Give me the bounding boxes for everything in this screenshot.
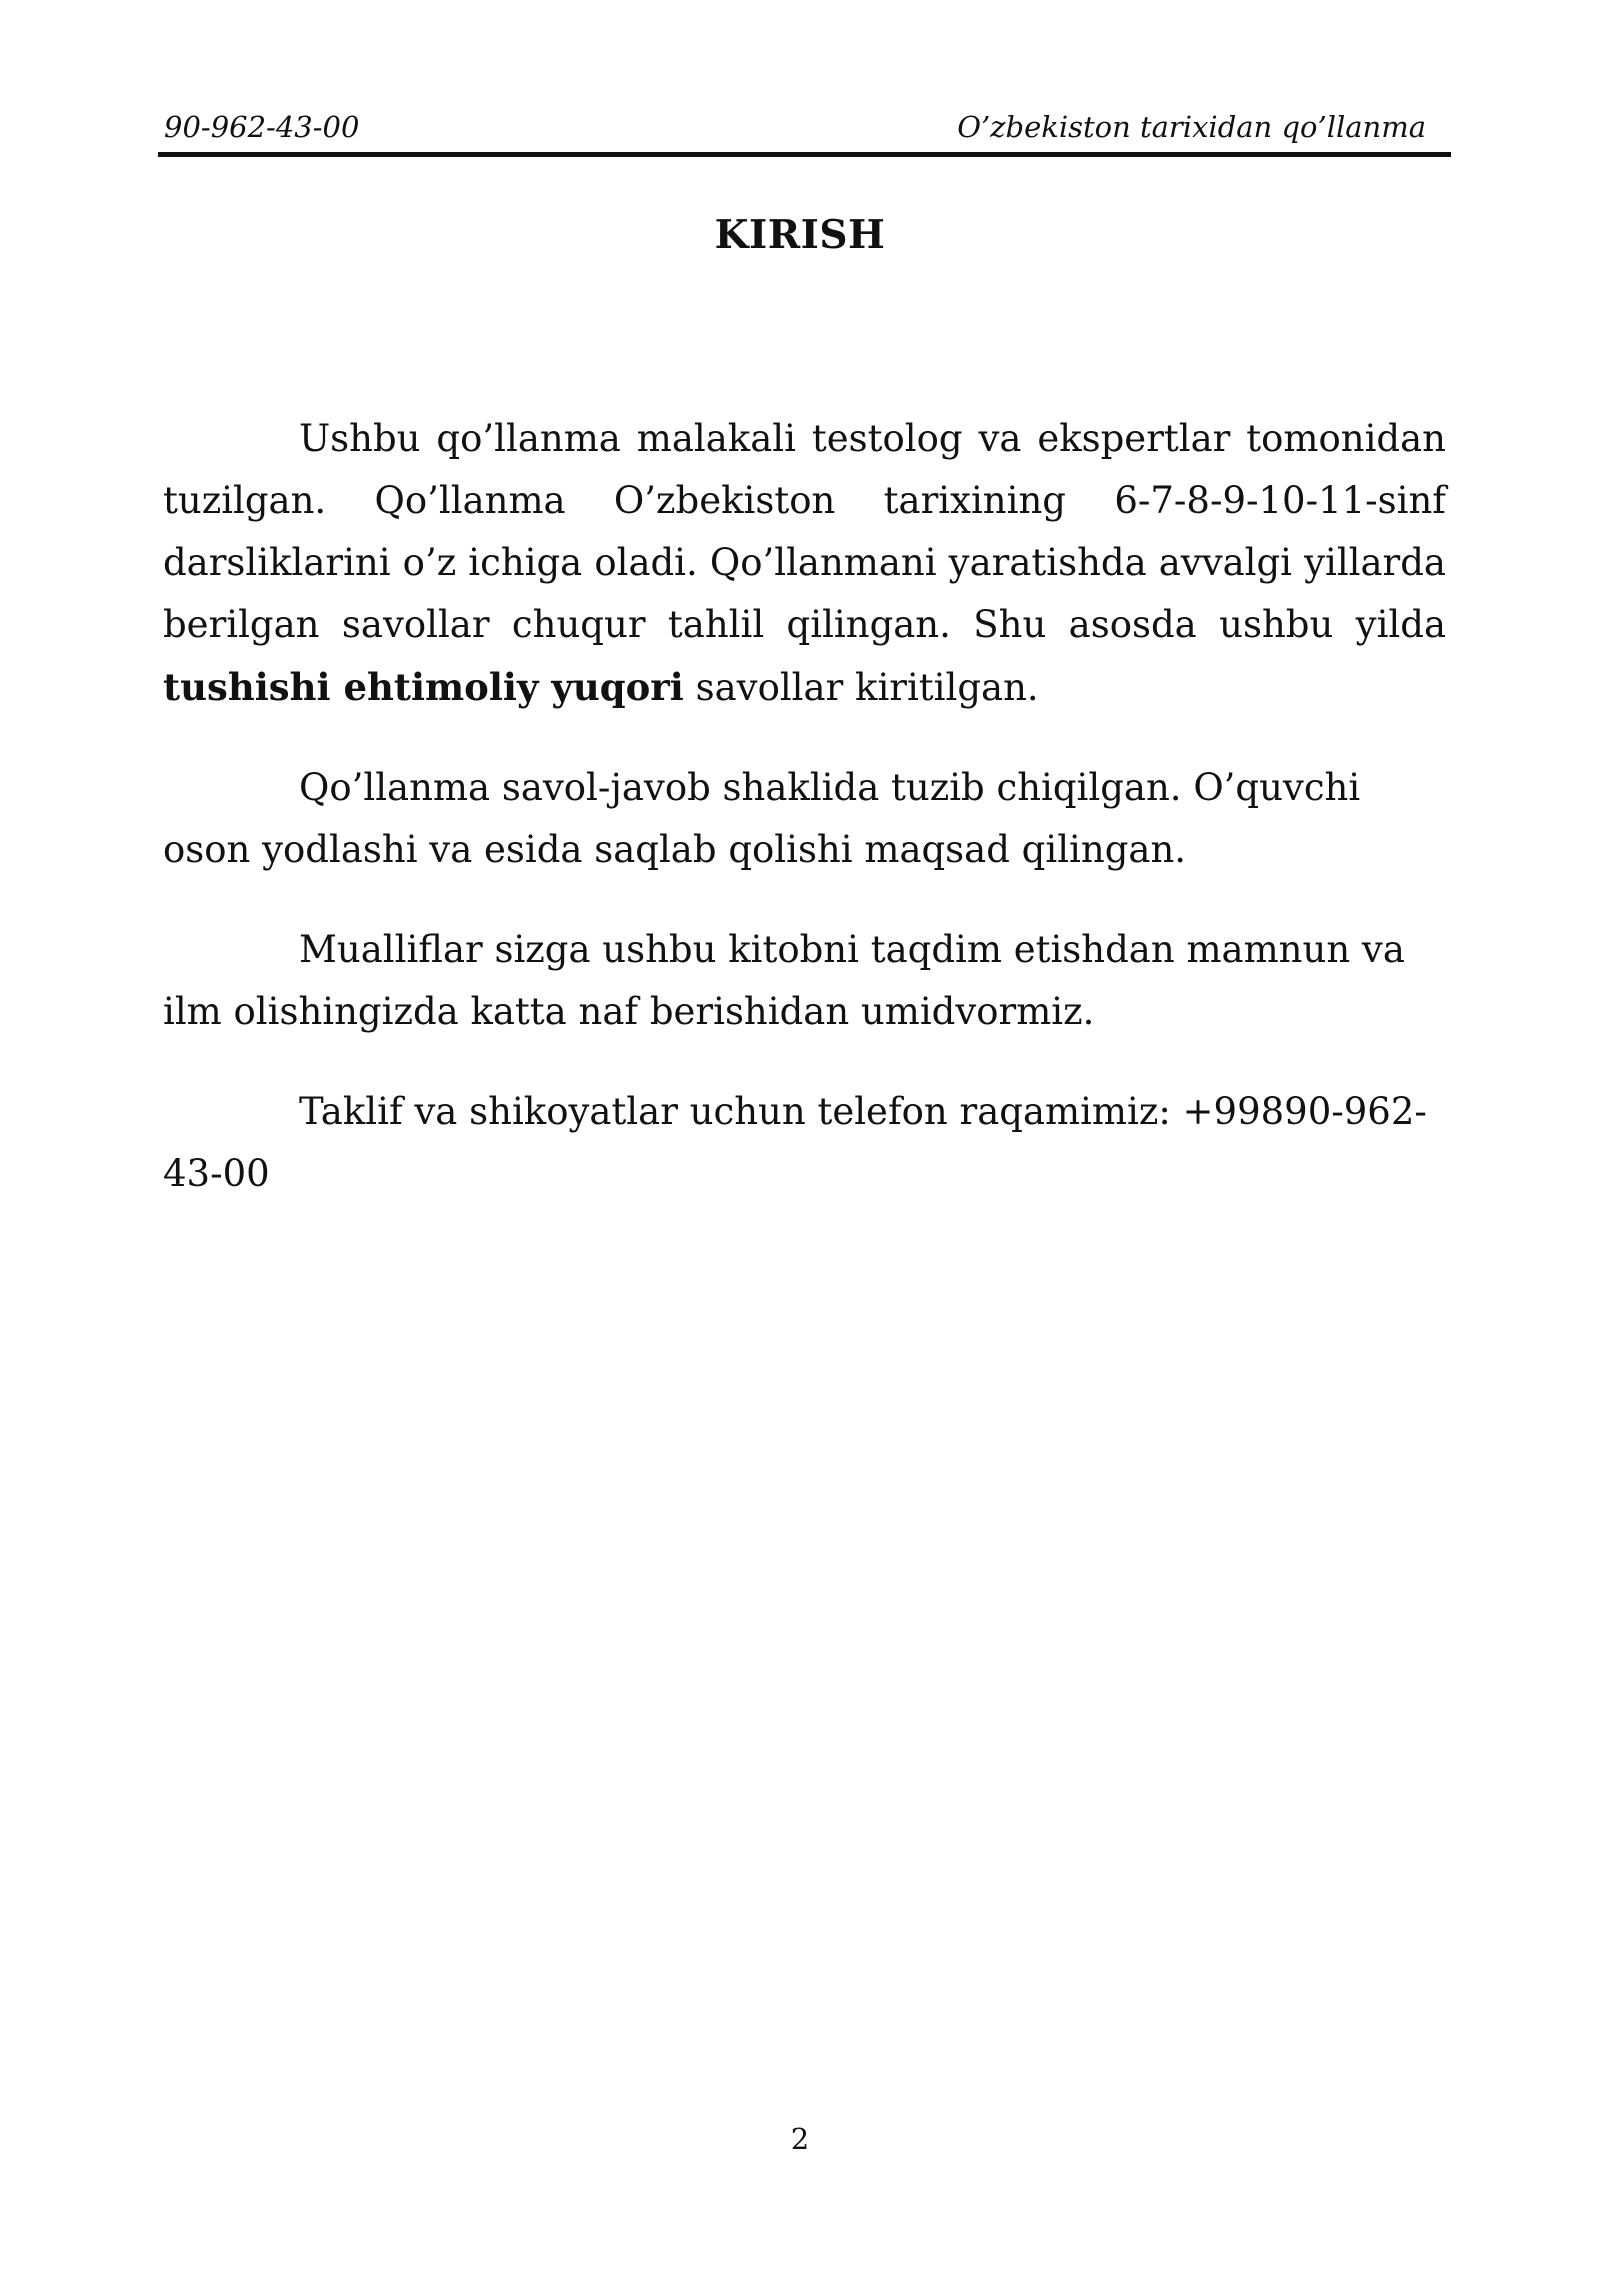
header-phone: 90-962-43-00	[164, 110, 360, 144]
intro-paragraph-emphasis: tushishi ehtimoliy yuqori	[163, 665, 684, 709]
intro-paragraph	[163, 408, 1446, 719]
page-number: 2	[790, 2122, 810, 2156]
authors-paragraph: Mualliflar sizga ushbu kitobni taqdim etishdan mamnun va ilm olishingizda katta naf berishidan umidvormiz.	[163, 928, 1405, 1033]
header-book-title: O’zbekiston tarixidan qo’llanma	[957, 110, 1426, 144]
running-header	[160, 110, 1450, 150]
format-paragraph: Qo’llanma savol-javob shaklida tuzib chiqilgan. O’quvchi oson yodlashi va esida saqlab qolishi maqsad qilingan.	[163, 766, 1361, 871]
body-text	[163, 408, 1446, 1205]
chapter-title: KIRISH	[714, 212, 886, 258]
intro-paragraph-start: Ushbu qo’llanma malakali testolog va ekspertlar tomonidan tuzilgan. Qo’llanma O’zbekiston tarixining 6-7-8-9-10-11-sinf darsliklarini o’z ichiga oladi. Qo’llanmani yaratishda avvalgi yillarda berilgan savollar chuqur tahlil qilingan. Shu asosda ushbu yilda	[163, 417, 1446, 646]
contact-paragraph: Taklif va shikoyatlar uchun telefon raqamimiz: +99890-962-43-00	[163, 1090, 1427, 1195]
header-divider	[158, 152, 1451, 157]
intro-paragraph-end: savollar kiritilgan.	[683, 666, 1039, 709]
